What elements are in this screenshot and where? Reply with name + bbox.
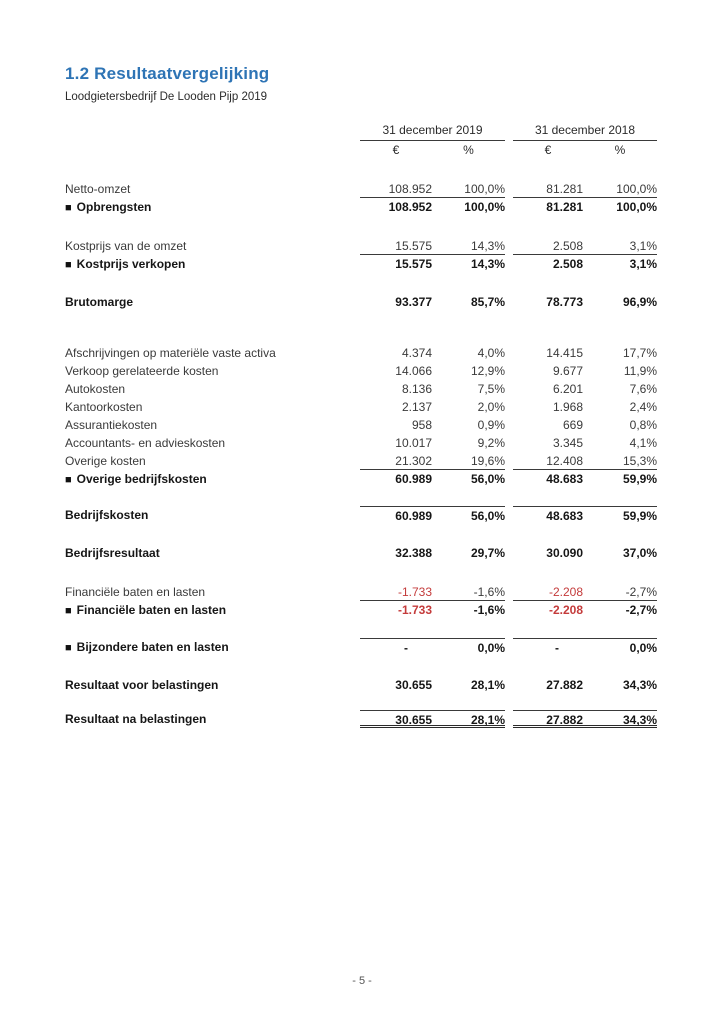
value-group-2019 [360,293,505,311]
row-label [65,180,360,198]
euro-value-2018: 1.968 [552,400,583,414]
percent-value-2019: 19,6% [470,454,505,468]
percent-value-2019: 29,7% [470,546,505,560]
row-label [65,470,360,488]
row-label-text: Accountants- en advieskosten [65,436,226,450]
percent-value-2019: 28,1% [470,713,505,727]
value-group-2019 [360,398,505,416]
value-group-2019 [360,601,505,619]
header-spacer [65,123,360,141]
row-label [65,434,360,452]
table-row [65,416,657,434]
euro-value-2018: 30.090 [546,546,583,560]
euro-value-2019: - [404,641,408,655]
row-label [65,293,360,311]
row-label-text: Bedrijfskosten [65,508,149,522]
table-row [65,293,657,311]
table-row [65,452,657,470]
column-gap [505,452,513,470]
euro-value-2019: 4.374 [401,346,432,360]
table-row [65,344,657,362]
row-label [65,380,360,398]
value-group-2019 [360,506,505,524]
percent-value-2019: 2,0% [477,400,505,414]
column-gap [505,141,513,160]
euro-value-2018: 6.201 [552,382,583,396]
row-label [65,638,360,656]
value-group-2019 [360,452,505,470]
percent-value-2018: 7,6% [629,382,657,396]
euro-unit-header-2019: € [392,143,400,157]
row-label-text: Financiële baten en lasten [65,585,206,599]
row-label [65,416,360,434]
row-label-text: Kantoorkosten [65,400,143,414]
value-group-2018 [513,544,657,562]
column-gap [505,638,513,656]
value-group-2018 [513,344,657,362]
percent-value-2018: 96,9% [622,295,657,309]
column-gap [505,362,513,380]
table-row [65,362,657,380]
percent-value-2019: 56,0% [470,472,505,486]
percent-value-2018: 100,0% [616,200,657,214]
row-label [65,237,360,255]
row-label-text: Netto-omzet [65,182,131,196]
value-group-2019 [360,583,505,601]
value-group-2018 [513,398,657,416]
table-row [65,506,657,524]
euro-value-2019: 108.952 [388,200,432,214]
table-row [65,237,657,255]
value-group-2018 [513,293,657,311]
percent-value-2018: 3,1% [629,239,657,253]
column-header-2019: 31 december 2019 [360,123,505,141]
percent-value-2019: 56,0% [470,509,505,523]
value-group-2018 [513,601,657,619]
euro-value-2018: 48.683 [546,509,583,523]
value-group-2019 [360,198,505,216]
value-group-2019 [360,710,505,728]
column-gap [505,710,513,728]
column-gap [505,398,513,416]
column-gap [505,676,513,694]
table-row [65,380,657,398]
row-label-text: Kostprijs verkopen [76,257,186,271]
percent-value-2019: 7,5% [477,382,505,396]
table-row [65,601,657,619]
row-label-text: Assurantiekosten [65,418,158,432]
euro-value-2018: -2.208 [548,603,583,617]
percent-value-2019: 100,0% [464,182,505,196]
column-gap [505,255,513,273]
column-gap [505,380,513,398]
row-label-text: Overige kosten [65,454,146,468]
row-label-text: Overige bedrijfskosten [76,472,207,486]
value-group-2018 [513,470,657,488]
square-bullet-icon: ■ [65,259,72,271]
percent-value-2018: 100,0% [616,182,657,196]
value-group-2019 [360,416,505,434]
value-group-2018 [513,362,657,380]
euro-value-2019: 30.655 [395,713,432,727]
euro-value-2019: 21.302 [395,454,432,468]
row-label [65,506,360,524]
row-label [65,398,360,416]
row-label-text: Autokosten [65,382,126,396]
percent-value-2019: 0,9% [477,418,505,432]
row-label-text: Verkoop gerelateerde kosten [65,364,219,378]
row-label [65,362,360,380]
euro-value-2018: 78.773 [546,295,583,309]
value-group-2018 [513,676,657,694]
euro-value-2019: 30.655 [395,678,432,692]
table-row [65,710,657,728]
column-gap [505,470,513,488]
euro-value-2018: 14.415 [546,346,583,360]
value-group-2018 [513,710,657,728]
value-group-2018 [513,638,657,656]
row-label [65,583,360,601]
value-group-2019 [360,434,505,452]
euro-value-2018: 27.882 [546,713,583,727]
row-label-text: Kostprijs van de omzet [65,239,187,253]
table-row [65,398,657,416]
square-bullet-icon: ■ [65,605,72,617]
value-group-2019 [360,638,505,656]
value-group-2018 [513,452,657,470]
row-label-text: Afschrijvingen op materiële vaste activa [65,346,276,360]
euro-value-2018: 48.683 [546,472,583,486]
percent-value-2018: -2,7% [625,603,657,617]
row-label-text: Resultaat na belastingen [65,712,207,726]
euro-unit-header-2018: € [544,143,552,157]
row-label [65,344,360,362]
value-group-2018 [513,583,657,601]
euro-value-2018: 669 [562,418,583,432]
value-group-2018 [513,237,657,255]
value-group-2019 [360,255,505,273]
row-label [65,710,360,728]
unit-header-row [65,141,657,160]
euro-value-2018: 2.508 [552,239,583,253]
table-row [65,255,657,273]
value-group-2019 [360,180,505,198]
euro-value-2018: 9.677 [552,364,583,378]
value-group-2019 [360,362,505,380]
row-label-text: Bedrijfsresultaat [65,546,160,560]
column-gap [505,123,513,141]
percent-value-2019: 0,0% [477,641,505,655]
percent-value-2019: 12,9% [470,364,505,378]
euro-value-2018: 81.281 [546,182,583,196]
row-label-text: Financiële baten en lasten [76,603,227,617]
table-row [65,583,657,601]
year-group-2018 [513,123,657,141]
row-label-text: Resultaat voor belastingen [65,678,219,692]
results-comparison-table [65,123,657,728]
value-group-2019 [360,380,505,398]
row-label [65,255,360,273]
table-row [65,198,657,216]
euro-value-2019: 2.137 [401,400,432,414]
euro-value-2019: 60.989 [395,472,432,486]
square-bullet-icon: ■ [65,202,72,214]
table-header-row [65,123,657,141]
percent-value-2018: 15,3% [622,454,657,468]
row-label [65,452,360,470]
table-row [65,180,657,198]
page-number: - 5 - [352,975,372,987]
value-group-2018 [513,198,657,216]
table-row [65,638,657,656]
percent-value-2019: 28,1% [470,678,505,692]
column-gap [505,506,513,524]
percent-value-2018: 2,4% [629,400,657,414]
percent-value-2018: -2,7% [625,585,657,599]
euro-value-2018: 81.281 [546,200,583,214]
header-spacer [65,141,360,160]
euro-value-2018: - [555,641,559,655]
year-group-2019 [360,123,505,141]
table-body [65,180,657,728]
unit-group-2019 [360,141,505,160]
page-title: 1.2 Resultaatvergelijking [65,64,270,83]
percent-unit-header-2019: % [463,143,474,157]
percent-value-2018: 4,1% [629,436,657,450]
percent-value-2018: 3,1% [629,257,657,271]
table-row [65,544,657,562]
value-group-2019 [360,676,505,694]
row-label [65,544,360,562]
percent-value-2019: 14,3% [470,257,505,271]
euro-value-2019: 14.066 [395,364,432,378]
euro-value-2019: 958 [411,418,432,432]
value-group-2018 [513,416,657,434]
company-subtitle: Loodgietersbedrijf De Looden Pijp 2019 [65,91,268,103]
row-label [65,676,360,694]
table-row [65,676,657,694]
value-group-2018 [513,434,657,452]
column-gap [505,583,513,601]
percent-value-2019: -1,6% [473,585,505,599]
percent-value-2018: 17,7% [622,346,657,360]
row-label [65,198,360,216]
value-group-2018 [513,180,657,198]
percent-value-2018: 59,9% [622,472,657,486]
unit-group-2018 [513,141,657,160]
percent-value-2019: 85,7% [470,295,505,309]
column-gap [505,344,513,362]
square-bullet-icon: ■ [65,474,72,486]
table-row [65,434,657,452]
column-gap [505,544,513,562]
value-group-2018 [513,255,657,273]
percent-value-2018: 0,8% [629,418,657,432]
value-group-2019 [360,237,505,255]
percent-value-2018: 11,9% [623,364,657,378]
euro-value-2018: 2.508 [552,257,583,271]
euro-value-2019: 32.388 [395,546,432,560]
euro-value-2018: -2.208 [548,585,583,599]
euro-value-2019: 15.575 [395,257,432,271]
percent-value-2018: 37,0% [622,546,657,560]
euro-value-2019: 60.989 [395,509,432,523]
percent-value-2019: 4,0% [477,346,505,360]
euro-value-2018: 3.345 [552,436,583,450]
euro-value-2018: 12.408 [546,454,583,468]
row-label-text: Brutomarge [65,295,134,309]
value-group-2018 [513,380,657,398]
percent-value-2018: 34,3% [622,678,657,692]
value-group-2018 [513,506,657,524]
column-header-2018: 31 december 2018 [513,123,657,141]
column-gap [505,601,513,619]
column-gap [505,180,513,198]
square-bullet-icon: ■ [65,642,72,654]
percent-value-2019: -1,6% [473,603,505,617]
row-label-text: Bijzondere baten en lasten [76,640,229,654]
euro-value-2019: 8.136 [401,382,432,396]
column-gap [505,198,513,216]
row-label-text: Opbrengsten [76,200,152,214]
percent-value-2019: 9,2% [477,436,505,450]
value-group-2019 [360,344,505,362]
euro-value-2019: -1.733 [397,585,432,599]
percent-value-2018: 59,9% [622,509,657,523]
column-gap [505,416,513,434]
row-label [65,601,360,619]
euro-value-2018: 27.882 [546,678,583,692]
percent-value-2019: 14,3% [470,239,505,253]
table-row [65,470,657,488]
percent-unit-header-2018: % [614,143,626,157]
euro-value-2019: 93.377 [395,295,432,309]
value-group-2019 [360,544,505,562]
euro-value-2019: 108.952 [388,182,432,196]
euro-value-2019: -1.733 [397,603,432,617]
euro-value-2019: 15.575 [395,239,432,253]
percent-value-2019: 100,0% [464,200,505,214]
percent-value-2018: 0,0% [629,641,657,655]
column-gap [505,434,513,452]
percent-value-2018: 34,3% [622,713,657,727]
value-group-2019 [360,470,505,488]
column-gap [505,293,513,311]
euro-value-2019: 10.017 [395,436,432,450]
column-gap [505,237,513,255]
